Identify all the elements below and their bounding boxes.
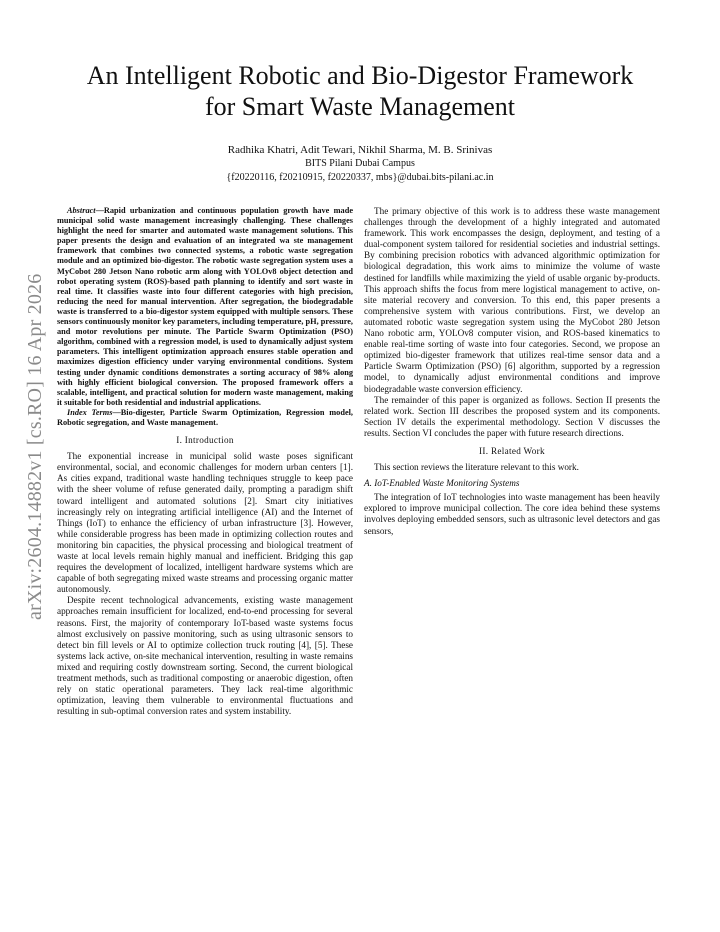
author-emails: {f20220116, f20210915, f20220337, mbs}@dubai.bits-pilani.ac.in: [226, 172, 494, 183]
related-paragraph-1: This section reviews the literature relevant to this work.: [374, 462, 579, 473]
index-terms-paragraph: [57, 408, 353, 428]
intro-paragraph-2: Despite recent technological advancements, existing waste management approaches remain insufficient for localized, end-to-end processing for several reasons. First, the majority of contemporary IoT-based waste systems focus almost exclusively on passive monitoring, such as using ultrasonic sensors to detect bin fill levels or AI to optimize collection truck routing [4], [5]. These systems lack active, on-site mechanical intervention, resulting in waste remains mixed and requiring costly downstream sorting. Second, the current biological treatment methods, such as traditional composting or anaerobic digestion, often rely on static operational parameters. They lack real-time algorithmic optimization, leaving them vulnerable to environmental fluctuations and resulting in sub-optimal conversion rates and system instability.: [57, 595, 353, 717]
iot-paragraph-1: The integration of IoT technologies into waste management has been heavily explored to improve municipal collection. The core idea behind these systems involves deploying embedded sensors, such as ultrasonic level detectors and gas sensors,: [364, 492, 660, 536]
arxiv-identifier: arXiv:2604.14882v1 [cs.RO] 16 Apr 2026: [24, 273, 46, 620]
intro-paragraph-1: The exponential increase in municipal solid waste poses significant environmental, social, and economic challenges for modern urban centers [1]. As cities expand, traditional waste handling techniques struggle to keep pace with the sheer volume of refuse generated daily, prompting a paradigm shift toward intelligent and automated solutions [2]. Smart city initiatives increasingly rely on integrating artificial intelligence (AI) and the Internet of Things (IoT) to enhance the efficiency of urban infrastructure [3]. However, while considerable progress has been made in optimizing collection routes and monitoring bin capacities, the physical processing and biological treatment of waste at local levels remain highly manual and inefficient. Bridging this gap requires the development of localized, intelligent hardware systems which are capable of both segregating mixed waste streams and processing organic matter autonomously.: [57, 451, 353, 595]
author-list: Radhika Khatri, Adit Tewari, Nikhil Sharma, M. B. Srinivas: [227, 144, 493, 156]
right-column: [364, 206, 660, 537]
paper-title: [60, 60, 660, 122]
intro-paragraph-3: The primary objective of this work is to address these waste management challenges through the development of a highly integrated and automated framework. This work encompasses the design, deployment, and testing of a dual-component system tailored for residential societies and industrial settings. By combining precision robotics with advanced algorithmic optimization for biological degradation, this work aims to minimize the volume of waste destined for landfills while maximizing the yield of usable organic by-products. This approach shifts the focus from mere logistical management to active, on-site material recovery and conversion. To this end, this paper presents a comprehensive system with various contributions. First, we develop an automated robotic waste segregation system using the MyCobot 280 Jetson Nano robotic arm, YOLOv8 computer vision, and ROS-based kinematics to enable real-time sorting of waste into four categories. Second, we propose an optimized bio-digester framework that utilizes real-time sensor data and a Particle Swarm Optimization (PSO) [6] algorithm, supported by a regression model, to dynamically adjust environmental conditions and improve biodegradable waste conversion efficiency.: [364, 206, 660, 394]
abstract-paragraph: [57, 206, 353, 408]
title-line-1: An Intelligent Robotic and Bio-Digestor Framework: [86, 61, 634, 90]
abstract-label: Abstract: [67, 206, 96, 215]
section-heading-related-work: II. Related Work: [479, 445, 545, 456]
abstract-block: [57, 206, 353, 428]
title-line-2: for Smart Waste Management: [204, 92, 516, 121]
intro-paragraph-4: The remainder of this paper is organized as follows. Section II presents the related work. Section III describes the proposed system and its components. Section IV details the experimental methodology. Section V discusses the results. Section VI concludes the paper with future research directions.: [364, 394, 660, 438]
left-column: [57, 206, 353, 717]
subsection-heading-iot: A. IoT-Enabled Waste Monitoring Systems: [364, 478, 520, 489]
index-terms-label: Index Terms: [67, 407, 113, 417]
index-terms-text: —Bio-digester, Particle Swarm Optimization, Regression model, Robotic segregation, and Waste management.: [57, 407, 354, 427]
section-heading-introduction: I. Introduction: [176, 435, 234, 446]
abstract-text: —Rapid urbanization and continuous population growth have made municipal solid waste management increasingly challenging. These challenges highlight the need for smarter and automated waste management solutions. This paper presents the design and evaluation of an integrated wa ste management framework that combines two connected systems, a robotic waste segregation module and an optimized bio-digestor. The robotic waste segregation system uses a MyCobot 280 Jetson Nano robotic arm along with YOLOv8 object detection and robot operating system (ROS)-based path planning to identify and sort waste in real time. It classifies waste into four different categories with high precision, reducing the need for manual intervention. After segregation, the biodegradable waste is transferred to a bio-digestor system equipped with multiple sensors. These sensors continuously monitor key parameters, including temperature, pH, pressure, and motor revolutions per minute. The Particle Swarm Optimization (PSO) algorithm, combined with a regression model, is used to dynamically adjust system parameters. This intelligent optimization approach ensures stable operation and maximizes digestion efficiency under varying environmental conditions. System testing under dynamic conditions demonstrates a sorting accuracy of 98% along with highly efficient biological conversion. The proposed framework offers a scalable, intelligent, and practical solution for modern waste management, making it suitable for both residential and industrial applications.: [57, 206, 353, 407]
affiliation: BITS Pilani Dubai Campus: [305, 158, 415, 169]
